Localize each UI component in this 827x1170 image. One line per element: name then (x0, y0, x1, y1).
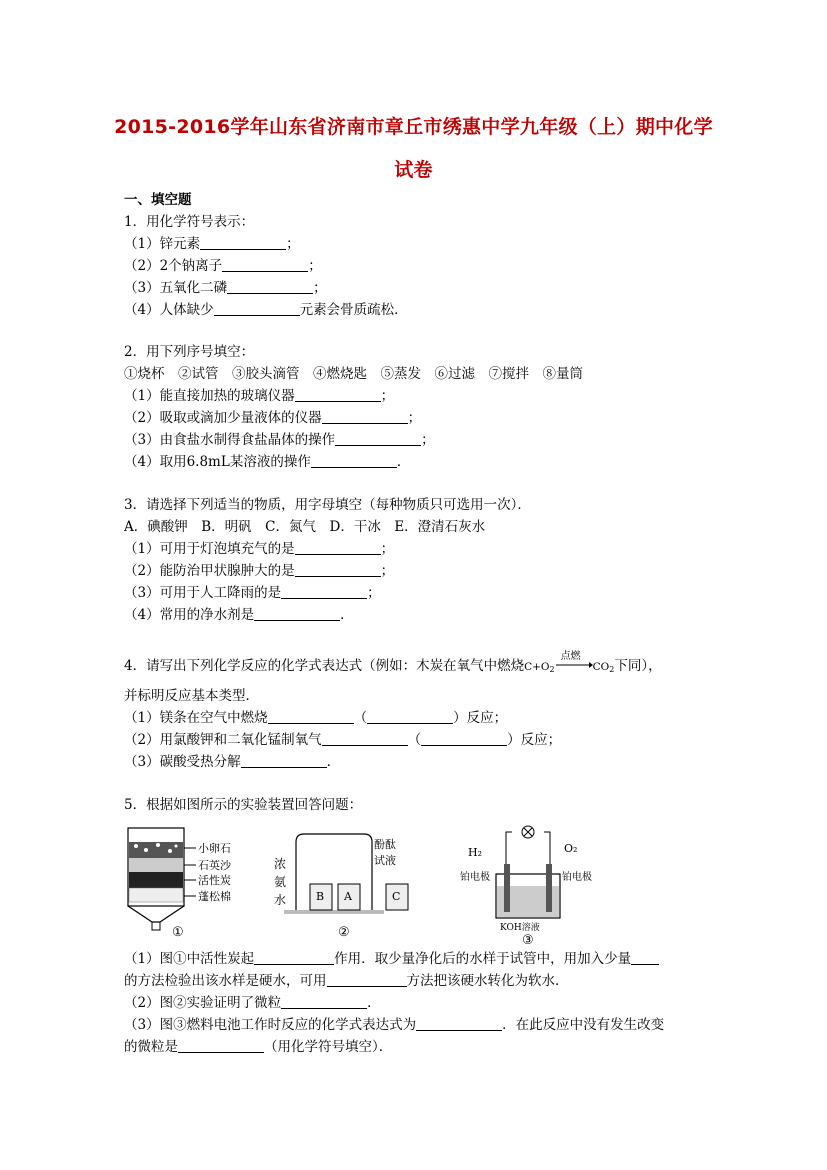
answer-blank[interactable] (214, 301, 300, 316)
fig3-label-electrode-left: 铂电极 (460, 872, 490, 883)
reaction-type-blank[interactable] (367, 709, 453, 724)
q5-l3: （2）图②实验证明了微粒 (124, 995, 282, 1011)
q4-close: ）反应； (453, 710, 508, 726)
fig1-label-4: 蓬松棉 (198, 890, 231, 903)
q2-item-1 (124, 387, 394, 405)
q1-item-4 (124, 301, 408, 319)
equation-reactants: C+O (524, 661, 550, 673)
q2-item-1-text: （1）能直接加热的玻璃仪器 (124, 388, 295, 404)
fig2-number: ② (338, 925, 350, 940)
reaction-arrow (555, 651, 593, 670)
q2-item-4-suffix: ． (396, 454, 411, 470)
answer-blank[interactable] (281, 994, 367, 1009)
answer-blank[interactable] (227, 279, 313, 294)
fig1-label-2: 石英沙 (198, 859, 231, 872)
q4-end: ． (326, 754, 341, 770)
answer-blank[interactable] (200, 235, 286, 250)
answer-blank[interactable] (327, 972, 407, 987)
q4-item-2-text: （2）用氯酸钾和二氧化锰制氧气 (124, 732, 322, 748)
q2-item-3-text: （3）由食盐水制得食盐晶体的操作 (124, 432, 336, 448)
q4-close: ）反应； (507, 732, 562, 748)
q3-options: A．碘酸钾 B．明矾 C．氮气 D．干冰 E．澄清石灰水 (124, 519, 486, 535)
answer-blank[interactable] (281, 584, 367, 599)
fig1-label-3: 活性炭 (198, 874, 231, 887)
q2-item-4 (124, 453, 410, 471)
q5-stem: 5．根据如图所示的实验装置回答问题： (124, 797, 363, 813)
reaction-type-blank[interactable] (421, 731, 507, 746)
answer-blank[interactable] (268, 709, 354, 724)
answer-blank[interactable] (254, 606, 340, 621)
equation-subscript: 2 (549, 665, 555, 674)
q3-item-1-text: （1）可用于灯泡填充气的是 (124, 541, 295, 557)
q2-options: ①烧杯 ②试管 ③胶头滴管 ④燃烧匙 ⑤蒸发 ⑥过滤 ⑦搅拌 ⑧量筒 (124, 366, 583, 382)
q4-stem-b: 下同）， (614, 658, 662, 674)
answer-blank[interactable] (295, 387, 381, 402)
q1-item-2-suffix: ； (308, 258, 322, 274)
q4-stem (124, 651, 662, 679)
q5-line-4 (124, 1016, 664, 1034)
water-filter-figure (128, 828, 232, 940)
q4-item-3-text: （3）碳酸受热分解 (124, 754, 241, 770)
q5-line-3 (124, 994, 381, 1012)
q3-item-1 (124, 540, 394, 558)
q4-stem-a: 4．请写出下列化学反应的化学式表达式（例如：木炭在氧气中燃烧 (124, 658, 525, 674)
experiment-figures (124, 824, 724, 944)
q5-line-5 (124, 1038, 392, 1056)
q5-l5b: （用化学符号填空）． (264, 1039, 393, 1055)
q2-item-2-suffix: ； (407, 410, 422, 426)
beaker-label-c: C (392, 890, 401, 903)
fig3-label-electrode-right: 铂电极 (562, 872, 592, 883)
fig2-label-3: 水 (274, 893, 287, 907)
beaker-label-a: A (344, 890, 352, 903)
section-heading: 一、填空题 (124, 192, 192, 208)
q1-item-4-suffix: 元素会骨质疏松． (299, 302, 408, 318)
answer-blank[interactable] (222, 257, 308, 272)
q3-item-2-suffix: ； (380, 563, 395, 579)
q4-item-1 (124, 709, 507, 727)
q1-item-4-text: （4）人体缺少 (124, 302, 214, 318)
q4-item-2 (124, 731, 561, 749)
example-equation (524, 651, 615, 674)
q3-item-4 (124, 606, 354, 624)
q1-item-3-text: （3）五氧化二磷 (124, 280, 228, 296)
equation-product: CO (592, 661, 610, 673)
fig3-number: ③ (522, 933, 534, 944)
q3-item-4-text: （4）常用的净水剂是 (124, 607, 255, 623)
q4-stem-2: 并标明反应基本类型． (124, 688, 259, 704)
q3-item-4-suffix: ． (340, 607, 354, 623)
q1-stem: 1．用化学符号表示： (124, 214, 255, 230)
q2-stem: 2．用下列序号填空： (124, 344, 255, 360)
q5-l2a: 的方法检验出该水样是硬水，可用 (124, 973, 327, 989)
q3-item-3 (124, 584, 381, 602)
beaker-label-b: B (316, 890, 325, 903)
q3-item-2-text: （2）能防治甲状腺肿大的是 (124, 563, 295, 579)
q1-item-1-suffix: ； (286, 236, 300, 252)
q5-l3end: ． (367, 995, 381, 1011)
q5-l4b: ．在此反应中没有发生改变 (502, 1017, 665, 1033)
q5-l5a: 的微粒是 (124, 1039, 178, 1055)
q2-item-1-suffix: ； (380, 388, 395, 404)
answer-blank[interactable] (631, 950, 659, 965)
fig2-label-2: 氨 (274, 875, 287, 889)
exam-title-line2: 试卷 (394, 159, 433, 181)
fig3-label-o2: O₂ (564, 842, 578, 855)
answer-blank[interactable] (295, 562, 381, 577)
fig1-number: ① (172, 925, 184, 940)
q5-l1a: （1）图①中活性炭起 (124, 951, 255, 967)
answer-blank[interactable] (322, 409, 408, 424)
q3-item-1-suffix: ； (380, 541, 395, 557)
fig2-label-4: 酚酞 (374, 838, 396, 851)
answer-blank[interactable] (241, 753, 327, 768)
q1-item-2 (124, 257, 322, 275)
exam-title-line1: 2015-2016学年山东省济南市章丘市绣惠中学九年级（上）期中化学 (114, 116, 713, 138)
q5-l2b: 方法把该硬水转化为软水． (406, 973, 569, 989)
fig3-label-h2: H₂ (468, 846, 483, 859)
q1-item-3-suffix: ； (313, 280, 327, 296)
answer-blank[interactable] (254, 950, 334, 965)
answer-blank[interactable] (311, 453, 397, 468)
q2-item-3 (124, 431, 435, 449)
fig1-label-1: 小卵石 (198, 842, 231, 855)
q2-item-2-text: （2）吸取或滴加少量液体的仪器 (124, 410, 322, 426)
q3-stem: 3．请选择下列适当的物质，用字母填空（每种物质只可选用一次）． (124, 497, 531, 513)
q4-open-paren: （ (353, 710, 368, 726)
q5-l1b: 作用．取少量净化后的水样于试管中，用加入少量 (334, 951, 632, 967)
answer-blank[interactable] (322, 731, 408, 746)
q2-item-3-suffix: ； (421, 432, 435, 448)
q1-item-1 (124, 235, 300, 253)
equation-subscript: 2 (609, 665, 615, 674)
q1-item-1-text: （1）锌元素 (124, 236, 201, 252)
fig2-label-5: 试液 (374, 854, 396, 867)
q5-l4a: （3）图③燃料电池工作时反应的化学式表达式为 (124, 1017, 417, 1033)
q1-item-2-text: （2）2个钠离子 (124, 258, 223, 274)
q5-line-2 (124, 972, 569, 990)
q1-item-3 (124, 279, 327, 297)
answer-blank[interactable] (295, 540, 381, 555)
fig2-label-1: 浓 (274, 857, 287, 871)
q4-item-1-text: （1）镁条在空气中燃烧 (124, 710, 268, 726)
diffusion-figure (274, 834, 408, 940)
reaction-condition: 点燃 (560, 651, 581, 662)
fuel-cell-figure (460, 826, 592, 944)
fig3-label-solution: KOH溶液 (500, 923, 540, 933)
q3-item-3-text: （3）可用于人工降雨的是 (124, 585, 282, 601)
q4-open-paren: （ (407, 732, 422, 748)
answer-blank[interactable] (335, 431, 421, 446)
q3-item-3-suffix: ； (367, 585, 381, 601)
q2-item-4-text: （4）取用6.8mL某溶液的操作 (124, 454, 311, 470)
q3-item-2 (124, 562, 394, 580)
q5-line-1 (124, 950, 659, 968)
answer-blank[interactable] (416, 1016, 502, 1031)
q2-item-2 (124, 409, 421, 427)
answer-blank[interactable] (178, 1038, 264, 1053)
q4-item-3 (124, 753, 340, 771)
